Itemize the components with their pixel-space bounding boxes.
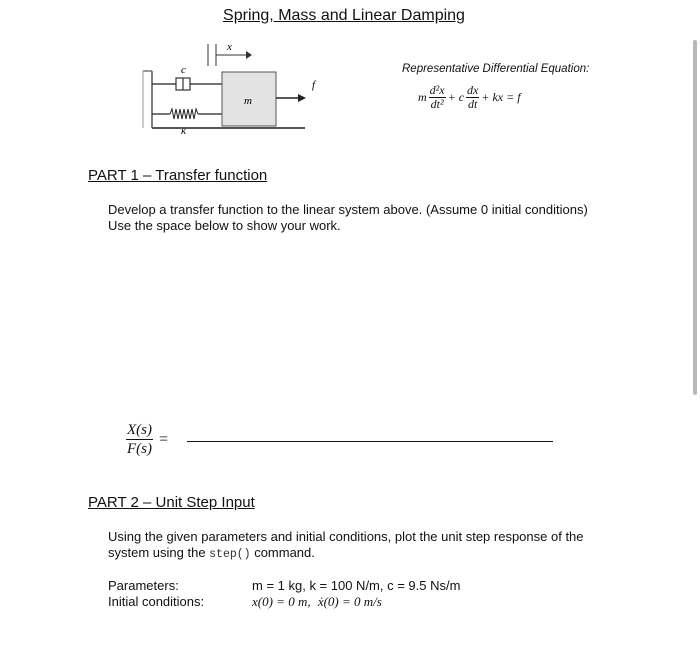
part1-line1: Develop a transfer function to the linear system above. (Assume 0 initial conditions) [108,202,588,217]
label-k: k [181,125,186,137]
eq-dx: dx [467,83,479,97]
part1-instructions [108,202,668,234]
damper [152,78,222,90]
page-title: Spring, Mass and Linear Damping [223,7,465,24]
step-command: step() [209,548,251,561]
ic-x: x(0) = 0 m, [252,594,311,609]
parameters-label: Parameters: [108,578,179,593]
eq-second-derivative [429,84,446,111]
part2-heading: PART 2 – Unit Step Input [88,494,255,511]
eq-first-derivative [466,84,479,111]
eq-m: m [418,90,427,104]
tf-fraction [126,421,153,458]
part2-line1: Using the given parameters and initial conditions, plot the unit step response of the [108,529,584,544]
spring [152,109,222,119]
tf-denominator: F(s) [127,441,152,457]
parameters-values: m = 1 kg, k = 100 N/m, c = 9.5 Ns/m [252,578,461,593]
initial-conditions-label: Initial conditions: [108,594,205,609]
eq-plus-c: + c [447,90,465,104]
label-f: f [312,79,316,91]
transfer-function [126,421,174,458]
initial-conditions-values [252,594,460,610]
eq-d2x: d²x [429,83,445,97]
label-c: c [181,64,186,76]
part2-line2-post: command. [250,545,315,560]
part1-line2: Use the space below to show your work. [108,218,341,233]
equation-heading: Representative Differential Equation: [402,63,590,75]
eq-dt: dt [468,97,478,111]
parameter-labels [108,578,204,610]
part2-line2 [108,545,648,563]
tf-numerator: X(s) [127,422,152,438]
wall [143,71,152,128]
ic-xdot: ẋ(0) = 0 m/s [317,594,382,609]
answer-line[interactable] [187,441,553,442]
part2-line2-pre: system using the [108,545,210,560]
scrollbar[interactable] [693,40,697,395]
label-m: m [244,95,252,107]
eq-rest: + kx = f [481,90,521,104]
force-arrow [276,94,306,102]
part1-heading: PART 1 – Transfer function [88,167,268,184]
part2-instructions [108,529,648,563]
parameter-values [252,578,460,610]
spring-mass-damper-diagram [140,38,330,148]
differential-equation [418,84,521,111]
tf-equals: = [159,430,169,448]
eq-dt2: dt² [430,97,444,111]
label-x: x [227,41,232,53]
